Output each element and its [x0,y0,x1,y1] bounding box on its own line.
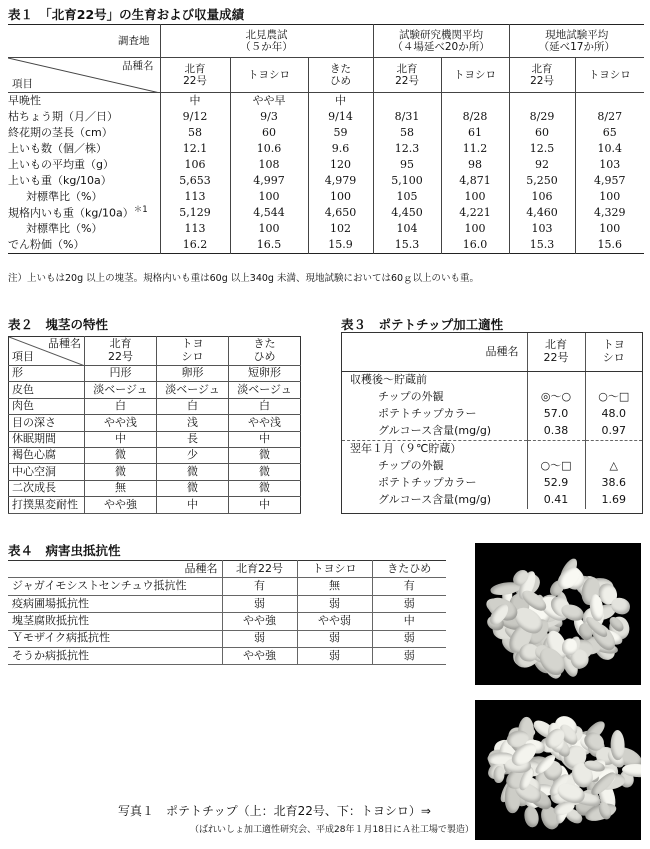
table-row [342,389,642,406]
table-row [9,447,301,463]
table-cell: 弱 [222,595,297,612]
table-cell: 少 [157,447,229,463]
row-label: 形 [9,366,85,382]
table-cell: 4,221 [441,205,509,221]
table-cell: 4,329 [575,205,644,221]
table-cell: 弱 [372,630,446,647]
table-row [342,406,642,423]
table-cell: 弱 [297,595,372,612]
section-row [342,441,642,459]
table-cell: ○〜□ [527,458,585,475]
row-label: グルコース含量(mg/g) [378,493,492,507]
group-header: 現地試験平均 （延べ17か所） [509,25,644,58]
table-cell: 長 [157,431,229,447]
section-row [342,372,642,390]
variety-header: トヨシロ [575,58,644,93]
table-cell: 38.6 [585,475,642,492]
table-cell: 108 [230,157,308,173]
table-cell: 0.97 [585,423,642,441]
table-cell: 15.6 [575,237,644,254]
table-cell: 12.3 [373,141,441,157]
row-label: グルコース含量(mg/g) [378,424,492,438]
table-cell: 16.5 [230,237,308,254]
table-cell: 4,450 [373,205,441,221]
table-cell: 淡ベージュ [85,382,157,398]
table-cell: 白 [157,398,229,414]
table-cell: 11.2 [441,141,509,157]
table-cell: 5,100 [373,173,441,189]
table-cell: 95 [373,157,441,173]
row-label: そうか病抵抗性 [8,647,222,664]
table-row [9,497,301,513]
variety-header: トヨシロ [441,58,509,93]
table-cell: 卵形 [157,366,229,382]
table-row [8,157,644,173]
table-cell: 57.0 [527,406,585,423]
table-cell: 52.9 [527,475,585,492]
variety-header: 北育 22号 [85,337,157,366]
table-cell: 61 [441,125,509,141]
row-label: 肉色 [9,398,85,414]
table-cell: 106 [160,157,230,173]
row-label: 皮色 [9,382,85,398]
table-cell: 103 [575,157,644,173]
header-variety-item: 品種名 項目 [8,58,160,93]
variety-header: 北育 22号 [373,58,441,93]
row-label: チップの外観 [378,459,444,473]
table2-tuber-traits [8,336,301,514]
table-cell: 9/12 [160,109,230,125]
table-cell: 浅 [157,415,229,431]
table-row [8,237,644,254]
potato-chip [522,805,541,829]
table-row [342,475,642,492]
table-cell: 円形 [85,366,157,382]
table-cell: 4,997 [230,173,308,189]
table-cell: 微 [157,464,229,480]
table3-body [342,372,642,510]
variety-header: トヨシロ [230,58,308,93]
table-cell: 微 [229,480,301,496]
table-cell: 65 [575,125,644,141]
table-cell: 中 [372,613,446,630]
table1-title: 表１ 「北育22号」の生育および収量成績 [8,7,245,22]
table-row [8,189,644,205]
table-cell [575,93,644,110]
row-label: 上いも重（kg/10a） [8,173,112,187]
row-label: ポテトチップカラー [378,407,477,421]
table-cell: 5,653 [160,173,230,189]
row-label: 対標準比（%） [26,189,103,203]
table-cell: ◎〜○ [527,389,585,406]
table-row [9,480,301,496]
table-cell: 100 [308,189,373,205]
row-label: 塊茎腐敗抵抗性 [8,613,222,630]
row-label: 中心空洞 [9,464,85,480]
table-cell [509,93,575,110]
table-cell: 102 [308,221,373,237]
table-cell: 104 [373,221,441,237]
table-cell: 106 [509,189,575,205]
table1-growth-yield [8,24,644,254]
variety-header: トヨシロ [297,561,372,578]
table-row [8,613,446,630]
header-variety: 品種名 [342,333,527,372]
table-cell: 16.2 [160,237,230,254]
table-cell: 113 [160,221,230,237]
table-cell: 92 [509,157,575,173]
photo-caption: 写真１ ポテトチップ（上：北育22号、下：トヨシロ）⇒ [118,804,431,818]
table-cell: 15.3 [373,237,441,254]
table-cell: 有 [222,578,297,595]
row-label: ジャガイモシストセンチュウ抵抗性 [8,578,222,595]
table-cell: 105 [373,189,441,205]
table-row [8,595,446,612]
table-cell: 5,250 [509,173,575,189]
table4-pest-resistance [8,560,446,665]
row-label: ポテトチップカラー [378,476,477,490]
row-label: でん粉価（%） [8,237,85,251]
table-cell: やや弱 [297,613,372,630]
table-row [8,630,446,647]
table-row [8,578,446,595]
table-cell: 100 [441,189,509,205]
table-cell: 9/14 [308,109,373,125]
table-cell: 中 [308,93,373,110]
variety-header: きたひめ [372,561,446,578]
table-cell: 4,460 [509,205,575,221]
table-cell: 微 [85,447,157,463]
header-variety-item: 品種名 項目 [9,337,85,366]
table-row [342,423,642,441]
variety-header: きた ひめ [308,58,373,93]
row-label: 休眠期間 [9,431,85,447]
table1-body [8,93,644,254]
table-cell: 1.69 [585,492,642,509]
table-cell: 16.0 [441,237,509,254]
potato-chip [493,766,504,783]
row-label: 目の深さ [9,415,85,431]
table-cell: 60 [230,125,308,141]
table-cell: 微 [157,480,229,496]
table-cell: 103 [509,221,575,237]
variety-header: 北育 22号 [509,58,575,93]
table-cell: 中 [160,93,230,110]
table-cell: 98 [441,157,509,173]
row-label: 褐色心腐 [9,447,85,463]
table-cell: 58 [373,125,441,141]
row-label: 枯ちょう期（月／日） [8,109,118,123]
table-cell: 弱 [372,647,446,664]
table-row [8,221,644,237]
section-label: 収穫後〜貯蔵前 [350,373,427,387]
table-row [8,109,644,125]
table-cell [441,93,509,110]
table-cell: 100 [441,221,509,237]
variety-header: 北育 22号 [527,333,585,372]
table-cell: 白 [229,398,301,414]
table-cell: 5,129 [160,205,230,221]
table-cell: 8/29 [509,109,575,125]
table-cell: 100 [230,189,308,205]
group-header: 試験研究機関平均 （４場延べ20か所） [373,25,509,58]
table-row [342,492,642,509]
variety-header: トヨ シロ [157,337,229,366]
table-row [8,141,644,157]
table-cell: 12.1 [160,141,230,157]
table-cell: やや強 [85,497,157,513]
row-label: 終花期の茎長（cm） [8,125,113,139]
table-cell: 4,957 [575,173,644,189]
table-row [9,415,301,431]
table4-body [8,578,446,665]
variety-header: きた ひめ [229,337,301,366]
group-header: 北見農試 （５か年） [160,25,373,58]
table-row [8,93,644,110]
table-cell: 無 [85,480,157,496]
table-cell: 4,544 [230,205,308,221]
table-cell: 中 [229,431,301,447]
photo-subcaption: （ばれいしょ加工適性研究会、平成28年１月18日にＡ社工場で製造） [190,825,474,835]
table-cell: 淡ベージュ [229,382,301,398]
table-cell: 弱 [297,630,372,647]
row-label: 上いも数（個／株） [8,141,107,155]
table-cell: 12.5 [509,141,575,157]
table-cell: 9.6 [308,141,373,157]
table-row [9,398,301,414]
table3-chip-suitability [341,332,643,514]
row-label: 打撲黒変耐性 [9,497,85,513]
table-cell: 白 [85,398,157,414]
table-cell: 8/27 [575,109,644,125]
variety-header: 北育 22号 [160,58,230,93]
table-cell: 微 [229,447,301,463]
row-label: 早晩性 [8,93,41,107]
table-cell: 微 [85,464,157,480]
table3-title: 表３ ポテトチップ加工適性 [341,317,504,332]
table-cell: 弱 [372,595,446,612]
table-cell: 59 [308,125,373,141]
table-cell: 120 [308,157,373,173]
table-cell: 15.3 [509,237,575,254]
row-label: 対標準比（%） [26,221,103,235]
table-row [9,464,301,480]
table-cell: 短卵形 [229,366,301,382]
table-cell: 中 [85,431,157,447]
table-cell: 15.9 [308,237,373,254]
table2-body [9,366,301,514]
section-label: 翌年１月（９℃貯蔵） [342,441,527,459]
row-label: 上いもの平均重（g） [8,157,114,171]
row-label: 規格内いも重（kg/10a）$^{*1}$ [8,205,148,220]
table-cell: 60 [509,125,575,141]
table-cell: 無 [297,578,372,595]
table-cell: 0.41 [527,492,585,509]
table-cell: 有 [372,578,446,595]
table-row [342,458,642,475]
table-cell: 100 [230,221,308,237]
table-cell: 中 [157,497,229,513]
table-cell: 弱 [222,630,297,647]
header-variety: 品種名 [8,561,222,578]
table-cell: 微 [229,464,301,480]
table-cell: 弱 [297,647,372,664]
table4-title: 表４ 病害虫抵抗性 [8,543,121,558]
table-row [9,431,301,447]
table-row [8,173,644,189]
table-row [9,366,301,382]
table-cell: やや早 [230,93,308,110]
table-row [8,205,644,221]
table2-title: 表２ 塊茎の特性 [8,317,109,332]
table-cell: 113 [160,189,230,205]
table-cell: やや強 [222,613,297,630]
table-cell: 9/3 [230,109,308,125]
table-cell: 100 [575,189,644,205]
row-label: 疫病圃場抵抗性 [8,595,222,612]
table-cell: △ [585,458,642,475]
potato-chip-photo-hokuiku22 [475,543,641,685]
table-row [9,382,301,398]
table-cell: 中 [229,497,301,513]
table-cell: 淡ベージュ [157,382,229,398]
table-cell: 10.6 [230,141,308,157]
table-cell: ○〜□ [585,389,642,406]
table-row [8,125,644,141]
table-cell: やや強 [222,647,297,664]
table-row [8,647,446,664]
variety-header: 北育22号 [222,561,297,578]
table-cell: 0.38 [527,423,585,441]
table-cell: やや浅 [85,415,157,431]
row-label: Ｙモザイク病抵抗性 [8,630,222,647]
table-cell: 4,979 [308,173,373,189]
table-cell: やや浅 [229,415,301,431]
table-cell: 4,871 [441,173,509,189]
table-cell [373,93,441,110]
table-cell: 8/28 [441,109,509,125]
table-cell: 100 [575,221,644,237]
variety-header: トヨ シロ [585,333,642,372]
header-survey-site: 調査地 [8,25,160,58]
row-label: 二次成長 [9,480,85,496]
table-cell: 4,650 [308,205,373,221]
table-cell: 58 [160,125,230,141]
row-label: チップの外観 [378,390,444,404]
potato-chip-photo-toyoshiro [475,700,641,840]
table-cell: 8/31 [373,109,441,125]
table-cell: 10.4 [575,141,644,157]
table-cell: 48.0 [585,406,642,423]
table1-note: 注）上いもは20g 以上の塊茎。規格内いも重は60g 以上340g 未満、現地試験においては60ｇ以上のいも重。 [8,273,480,284]
